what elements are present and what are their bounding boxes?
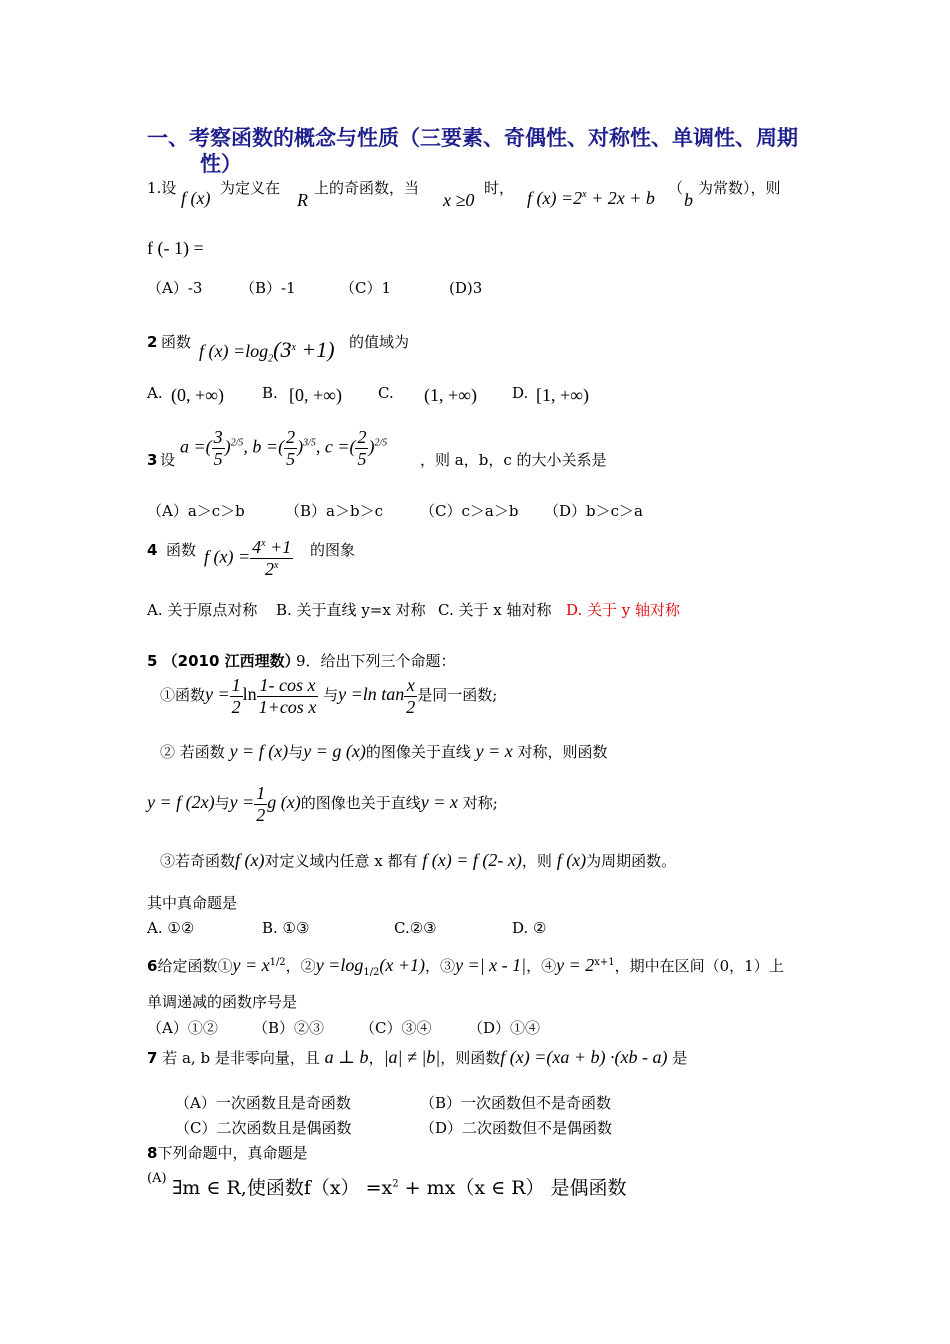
q6-option-d: （D）①④ [468,1019,541,1037]
q2-number: 2 [147,333,158,351]
q8-line1: 8下列命题中，真命题是 [147,1144,308,1162]
q3-number: 3 [147,451,158,469]
q1-option-c: （C）1 [340,279,392,297]
q6-line2: 单调递减的函数序号是 [147,993,298,1011]
q4-option-d-answer: D. 关于 y 轴对称 [566,601,681,619]
q5-prop3: ③若奇函数f (x)对定义域内任意 x 都有 f (x) = f (2- x)，则 f (x)为周期函数。 [160,850,677,870]
q4-text-1: 函数 [166,541,197,559]
q6-option-a: （A）①② [147,1019,218,1037]
q5-true-question: 其中真命题是 [147,894,238,912]
q1-text-5: 为常数），则 [698,179,781,197]
q4-option-b: B. 关于直线 y=x 对称 [276,601,426,619]
q2-value-a: (0, +∞) [171,385,224,405]
q2-label-a: A. [147,384,163,402]
q2-label-b: B. [262,384,278,402]
q4-text-2: 的图象 [310,541,356,559]
q4-option-c: C. 关于 x 轴对称 [438,601,552,619]
q5-prop2-cont: y = f (2x)与y = $\frac{1}{2}$ g (x)的图像也关于直线y = x 对称; [147,783,498,825]
q3-text-1: 设 [160,451,176,469]
q1-b: b [684,190,693,210]
q1-condition: x ≥0 [443,190,475,210]
section-heading-line2: 性） [200,152,242,176]
q7-option-c: （C）二次函数且是偶函数 [175,1119,352,1137]
q5-option-b: B. ①③ [262,919,310,937]
q6-option-b: （B）②③ [253,1019,325,1037]
q1-option-b: （B）-1 [240,279,296,297]
q7-option-a: （A）一次函数且是奇函数 [175,1094,351,1112]
q7-option-b: （B）一次函数但不是奇函数 [420,1094,612,1112]
q1-equation: f $(x) =2^x + 2x + b$ [527,188,655,208]
q3-option-c: （C）c＞a＞b [420,502,519,520]
q1-number: 1.设 [147,179,177,197]
q2-text-1: 函数 [161,333,192,351]
q2-label-c: C. [378,384,394,402]
q4-number: 4 [147,541,158,559]
q5-number: 5 （2010 江西理数） [147,652,300,670]
q5-option-a: A. ①② [147,919,195,937]
q1-text-4: （ [668,179,684,197]
q2-function: f $(x) =\log_2(3^x +1)$ [199,337,335,365]
q3-expression: a =( $\frac{3}{5}$ )$^{2/5}$, b =( $\frac{2}{5}$ )$^{3/5}$, c =( $\frac{2}{5}$ )$^{2/5}$ [180,427,388,469]
q5-option-d: D. ② [512,919,547,937]
section-heading-line1: 一、考察函数的概念与性质（三要素、奇偶性、对称性、单调性、周期 [147,126,798,150]
q3-text-2: ，则 a，b，c 的大小关系是 [420,451,607,469]
q2-value-b: [0, +∞) [289,385,342,405]
q1-text-3: 时， [484,179,515,197]
q8-option-a: ∃m ∈ R,使函数$f(x) =x^2 + mx(x$ ∈ R） 是偶函数 [172,1177,627,1199]
q1-fx: f (x) [181,188,211,208]
q1-ask: f (- 1) = [147,238,204,258]
q5-text-1: 9．给出下列三个命题： [296,652,456,670]
q3-option-a: （A）a＞c＞b [147,502,245,520]
q5-prop2: ② 若函数 y = f (x)与y = g (x)的图像关于直线 y = x 对称，则函数 [160,741,608,761]
q6-option-c: （C）③④ [360,1019,432,1037]
q7-option-d: （D）二次函数但不是偶函数 [420,1119,613,1137]
q3-option-b: （B）a＞b＞c [285,502,383,520]
q2-text-2: 的值域为 [349,333,410,351]
q1-option-a: （A）-3 [147,279,203,297]
q1-R: R [297,190,308,210]
q6-line1: 6给定函数①y = $x^{1/2}$，②y $=\log_{1/2}(x +1)$，③y =| x - 1|，④y = $2^{x+1}$，期中在区间（0，1）上 [147,955,784,978]
q2-value-c: (1, +∞) [424,385,477,405]
q5-option-c: C.②③ [394,919,437,937]
q2-value-d: [1, +∞) [536,385,589,405]
q4-function: f (x) = $\frac{4^x +1}{2^x}$ [204,537,292,579]
q1-text-2: 上的奇函数，当 [314,179,420,197]
q7-line1: 7 若 a, b 是非零向量，且 a ⊥ b，|a| ≠ |b|，则函数f (x) =(xa + b) ·(xb - a) 是 [147,1047,688,1067]
q3-option-d: （D）b＞c＞a [544,502,643,520]
q8-option-label: (A) [147,1171,167,1186]
q4-option-a: A. 关于原点对称 [147,601,258,619]
q2-label-d: D. [512,384,529,402]
q1-text-1: 为定义在 [220,179,281,197]
q1-option-d: (D)3 [449,279,483,297]
q5-prop1: ①函数y = $\frac{1}{2}$ ln $\frac{\text{1- cos x}}{\text{1+cos x}}$ 与y =ln tan $\frac{x}{2}$ 是同一函数; [160,675,498,717]
